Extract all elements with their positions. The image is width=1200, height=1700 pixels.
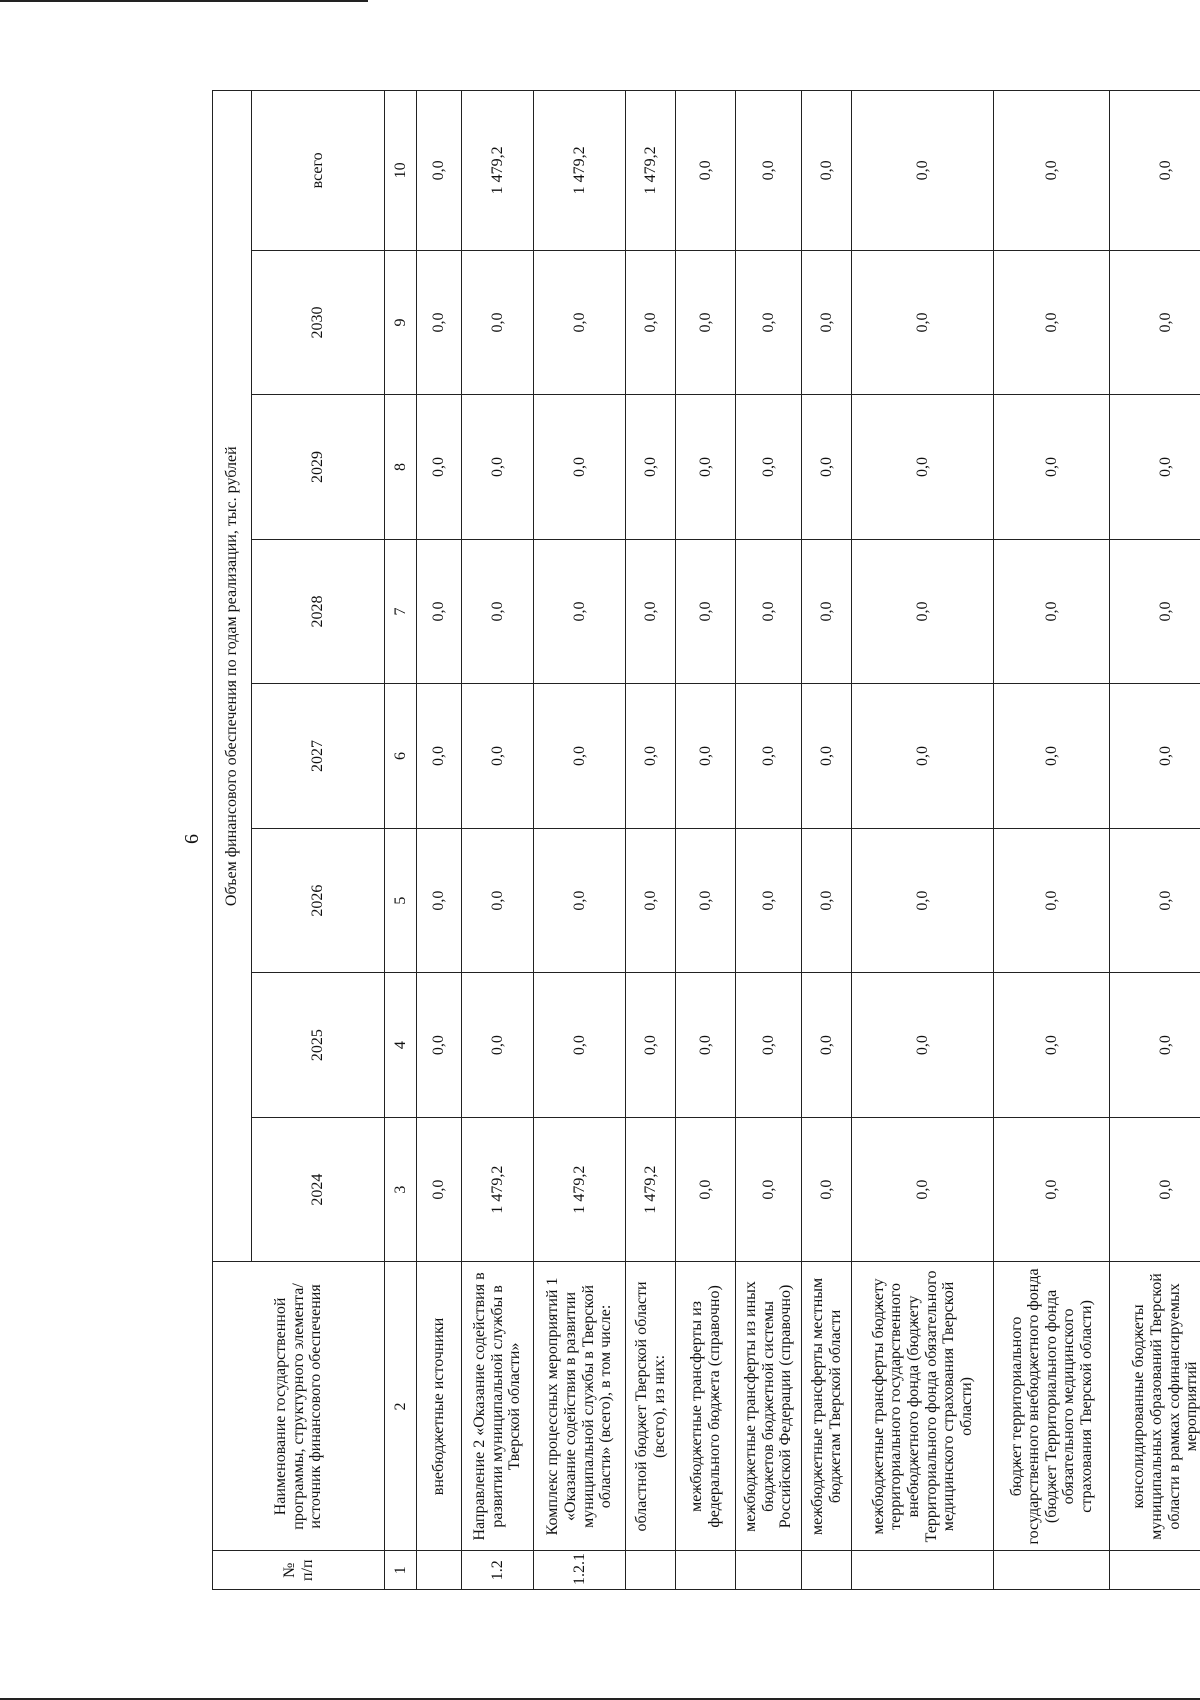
row-num: [994, 1551, 1110, 1590]
row-name: Комплекс процессных мероприятий 1 «Оказание содействия в развитии муниципальной службы в Тверской области» (всего), в том числе:: [534, 1262, 626, 1551]
column-number: 2: [385, 1262, 417, 1551]
column-number: 9: [385, 250, 417, 395]
value-cell: 0,0: [626, 973, 676, 1118]
table-row: [994, 91, 1110, 1590]
numbering-row: [385, 91, 417, 1590]
value-cell: 0,0: [417, 1117, 462, 1262]
value-cell: 0,0: [802, 539, 852, 684]
value-cell: 0,0: [626, 539, 676, 684]
value-cell: 0,0: [994, 539, 1110, 684]
value-cell: 0,0: [417, 250, 462, 395]
column-number: 1: [385, 1551, 417, 1590]
header-year: 2025: [252, 973, 385, 1118]
value-cell: 0,0: [417, 539, 462, 684]
table-row: [676, 91, 736, 1590]
value-cell: 0,0: [852, 1117, 994, 1262]
value-cell: 0,0: [852, 539, 994, 684]
header-total: всего: [252, 91, 385, 251]
value-cell: 0,0: [802, 250, 852, 395]
value-cell: 0,0: [534, 828, 626, 973]
table-row: [736, 91, 802, 1590]
column-number: 4: [385, 973, 417, 1118]
row-name: внебюджетные источники: [417, 1262, 462, 1551]
value-cell: 0,0: [1110, 250, 1200, 395]
value-cell: 0,0: [417, 395, 462, 540]
column-number: 7: [385, 539, 417, 684]
value-cell: 0,0: [534, 395, 626, 540]
value-cell: 0,0: [736, 250, 802, 395]
row-num: [1110, 1551, 1200, 1590]
header-volume: Объем финансового обеспечения по годам реализации, тыс. рублей: [213, 91, 252, 1262]
value-cell: 1 479,2: [534, 1117, 626, 1262]
value-cell: 0,0: [1110, 91, 1200, 251]
value-cell: 0,0: [994, 395, 1110, 540]
value-cell: 1 479,2: [626, 91, 676, 251]
value-cell: 1 479,2: [462, 1117, 534, 1262]
table-row: [462, 91, 534, 1590]
value-cell: 0,0: [417, 828, 462, 973]
value-cell: 0,0: [994, 828, 1110, 973]
value-cell: 0,0: [462, 539, 534, 684]
header-row-1: [213, 91, 252, 1590]
column-number: 8: [385, 395, 417, 540]
value-cell: 0,0: [994, 684, 1110, 829]
value-cell: 0,0: [676, 539, 736, 684]
row-name: межбюджетные трансферты местным бюджетам Тверской области: [802, 1262, 852, 1551]
value-cell: 0,0: [852, 973, 994, 1118]
value-cell: 1 479,2: [534, 91, 626, 251]
table-row: [626, 91, 676, 1590]
header-year: 2024: [252, 1117, 385, 1262]
value-cell: 0,0: [626, 395, 676, 540]
header-year: 2029: [252, 395, 385, 540]
header-year: 2027: [252, 684, 385, 829]
row-name: межбюджетные трансферты бюджету территориального государственного внебюджетного фонда (бюджету Территориального фонда обязательного медицинского страхования Тверской области): [852, 1262, 994, 1551]
value-cell: 1 479,2: [626, 1117, 676, 1262]
row-num: [802, 1551, 852, 1590]
column-number: 10: [385, 91, 417, 251]
value-cell: 0,0: [417, 91, 462, 251]
value-cell: 0,0: [802, 395, 852, 540]
value-cell: 0,0: [736, 395, 802, 540]
value-cell: 0,0: [802, 828, 852, 973]
value-cell: 0,0: [852, 395, 994, 540]
header-year: 2026: [252, 828, 385, 973]
row-num: 1.2.1: [534, 1551, 626, 1590]
value-cell: 0,0: [676, 1117, 736, 1262]
row-num: [852, 1551, 994, 1590]
value-cell: 0,0: [802, 1117, 852, 1262]
table-row: [534, 91, 626, 1590]
value-cell: 0,0: [802, 91, 852, 251]
row-num: [417, 1551, 462, 1590]
row-num: [736, 1551, 802, 1590]
value-cell: 0,0: [676, 828, 736, 973]
value-cell: 0,0: [534, 539, 626, 684]
row-name: консолидированные бюджеты муниципальных образований Тверской области в рамках софинансируемых мероприятий: [1110, 1262, 1200, 1551]
value-cell: 0,0: [736, 1117, 802, 1262]
row-num: 1.2: [462, 1551, 534, 1590]
column-number: 3: [385, 1117, 417, 1262]
value-cell: 0,0: [534, 973, 626, 1118]
value-cell: 1 479,2: [462, 91, 534, 251]
page-number: 6: [181, 834, 203, 844]
value-cell: 0,0: [676, 973, 736, 1118]
value-cell: 0,0: [626, 828, 676, 973]
column-number: 6: [385, 684, 417, 829]
value-cell: 0,0: [1110, 973, 1200, 1118]
value-cell: 0,0: [852, 828, 994, 973]
table-row: [417, 91, 462, 1590]
table-row: [802, 91, 852, 1590]
header-num: № п/п: [213, 1551, 385, 1590]
value-cell: 0,0: [676, 91, 736, 251]
value-cell: 0,0: [534, 684, 626, 829]
value-cell: 0,0: [462, 684, 534, 829]
row-name: областной бюджет Тверской области (всего), из них:: [626, 1262, 676, 1551]
value-cell: 0,0: [736, 828, 802, 973]
financing-table: [212, 90, 1200, 1590]
value-cell: 0,0: [462, 395, 534, 540]
value-cell: 0,0: [736, 91, 802, 251]
header-name: Наименование государственной программы, структурного элемента/источник финансового обеспечения: [213, 1262, 385, 1551]
value-cell: 0,0: [994, 1117, 1110, 1262]
value-cell: 0,0: [626, 250, 676, 395]
value-cell: 0,0: [462, 250, 534, 395]
value-cell: 0,0: [852, 684, 994, 829]
value-cell: 0,0: [676, 395, 736, 540]
value-cell: 0,0: [802, 973, 852, 1118]
table-row: [1110, 91, 1200, 1590]
value-cell: 0,0: [994, 973, 1110, 1118]
row-name: бюджет территориального государственного внебюджетного фонда (бюджет Территориального фонда обязательного медицинского страхования Тверской области): [994, 1262, 1110, 1551]
value-cell: 0,0: [1110, 684, 1200, 829]
value-cell: 0,0: [802, 684, 852, 829]
value-cell: 0,0: [736, 684, 802, 829]
row-num: [676, 1551, 736, 1590]
table-body: [213, 91, 1200, 1590]
value-cell: 0,0: [417, 973, 462, 1118]
value-cell: 0,0: [994, 250, 1110, 395]
value-cell: 0,0: [417, 684, 462, 829]
row-name: межбюджетные трансферты из федерального бюджета (справочно): [676, 1262, 736, 1551]
value-cell: 0,0: [1110, 395, 1200, 540]
value-cell: 0,0: [1110, 539, 1200, 684]
column-number: 5: [385, 828, 417, 973]
value-cell: 0,0: [736, 973, 802, 1118]
value-cell: 0,0: [534, 250, 626, 395]
row-name: межбюджетные трансферты из иных бюджетов бюджетной системы Российской Федерации (справочно): [736, 1262, 802, 1551]
value-cell: 0,0: [736, 539, 802, 684]
table-row: [852, 91, 994, 1590]
header-year: 2028: [252, 539, 385, 684]
value-cell: 0,0: [852, 250, 994, 395]
rotated-page: [176, 90, 1200, 1590]
scan-top-rule: [0, 0, 368, 2]
value-cell: 0,0: [676, 250, 736, 395]
value-cell: 0,0: [676, 684, 736, 829]
value-cell: 0,0: [462, 828, 534, 973]
value-cell: 0,0: [1110, 1117, 1200, 1262]
value-cell: 0,0: [994, 91, 1110, 251]
value-cell: 0,0: [462, 973, 534, 1118]
value-cell: 0,0: [852, 91, 994, 251]
value-cell: 0,0: [1110, 828, 1200, 973]
row-num: [626, 1551, 676, 1590]
row-name: Направление 2 «Оказание содействия в развитии муниципальной службы в Тверской области»: [462, 1262, 534, 1551]
header-year: 2030: [252, 250, 385, 395]
value-cell: 0,0: [626, 684, 676, 829]
